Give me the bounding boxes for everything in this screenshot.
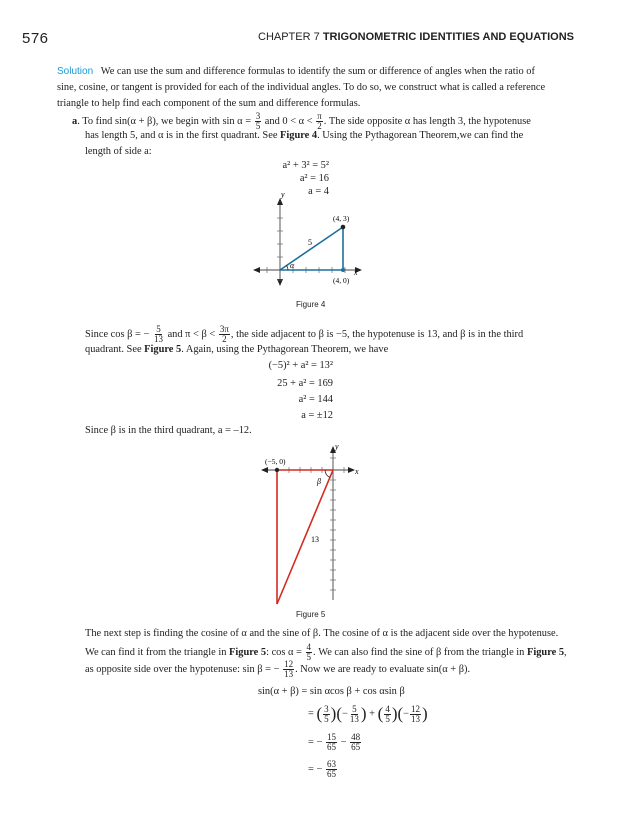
part-b-line-1: Since cos β = − $\frac{5}{13}$ and π < β < $\frac{3\pi}{2}$ , the side adjacent to β is −5, the hypotenuse is 13, and β is in the third xyxy=(85,324,524,344)
figure-5-caption: Figure 5 xyxy=(296,610,326,619)
point-4-0 xyxy=(341,268,345,272)
equation-b-2: 25 + a² = 169 xyxy=(277,378,333,389)
point-4-3 xyxy=(341,225,346,230)
equation-a-2: a² = 16 xyxy=(299,173,329,184)
x-axis-label: x xyxy=(355,467,359,476)
y-arrow-up xyxy=(277,198,283,205)
fraction: $\frac{3\pi}{2}$ xyxy=(219,324,229,344)
intro-line-2: sine, cosine, or tangent is provided for each of the individual angles. To do so, we construct what is called a reference xyxy=(57,82,546,93)
y-axis-label: y xyxy=(281,192,285,199)
page-number: 576 xyxy=(22,30,49,47)
final-equation-line-2: = ( $\frac{3}{5}$ )(− $\frac{5}{13}$ ) + ( $\frac{4}{5}$ )(− $\frac{12}{13}$ ) xyxy=(308,703,428,724)
x-arrow-left xyxy=(261,467,268,473)
final-equation-line-4: = − $\frac{63}{65}$ xyxy=(308,759,336,779)
x-arrow-left xyxy=(253,267,260,273)
point-label-top: (4, 3) xyxy=(333,214,350,223)
fraction: $\frac{3}{5}$ xyxy=(255,111,261,131)
y-axis-label: y xyxy=(335,442,339,451)
figure-5-ref-3: Figure 5 xyxy=(526,646,565,658)
equation-a-3: a = 4 xyxy=(308,186,329,197)
figure-5-ref-2: Figure 5 xyxy=(229,646,267,658)
hypotenuse-label: 5 xyxy=(308,238,312,247)
chapter-header xyxy=(258,31,574,43)
part-a-line-3: length of side a: xyxy=(85,146,152,157)
figure-5-triangle xyxy=(277,470,333,604)
angle-arc-beta xyxy=(325,470,330,477)
x-arrow-right xyxy=(348,467,355,473)
next-line-1: The next step is finding the cosine of α and the sine of β. The cosine of α is the adjacent side over the hypotenuse. xyxy=(85,628,559,639)
next-line-3: as opposite side over the hypotenuse: sin β = − $\frac{12}{13}$ . Now we are ready to evaluate sin(α + β). xyxy=(85,659,471,679)
x-axis-label: x xyxy=(354,268,358,277)
equation-b-3: a² = 144 xyxy=(298,394,333,405)
fraction: $\frac{\pi}{2}$ xyxy=(317,111,322,131)
point-minus5-0 xyxy=(275,468,279,472)
part-a-line-2: has length 5, and α is in the first quadrant. See Figure 4. Using the Pythagorean Theorem,we can find the xyxy=(85,130,524,141)
figure-5-ref: Figure 5 xyxy=(144,344,182,355)
part-b-line-2: quadrant. See Figure 5. Again, using the Pythagorean Theorem, we have xyxy=(85,344,389,355)
chapter-title: TRIGONOMETRIC IDENTITIES AND EQUATIONS xyxy=(322,31,574,43)
alpha-label: α xyxy=(290,261,295,270)
fraction: $\frac{5}{13}$ xyxy=(153,324,163,344)
figure-4-ref: Figure 4 xyxy=(280,130,318,141)
intro-line-1: Solution We can use the sum and difference formulas to identify the sum or difference of angles when the ratio of xyxy=(57,66,535,77)
figure-4-caption: Figure 4 xyxy=(296,300,326,309)
point-label-bottom: (4, 0) xyxy=(333,276,350,285)
solution-label: Solution xyxy=(57,66,94,77)
beta-label: β xyxy=(317,477,321,486)
equation-a-1: a² + 3² = 5² xyxy=(282,160,329,171)
final-equation-line-1: sin(α + β) = sin αcos β + cos αsin β xyxy=(258,686,405,697)
figure-4-graph xyxy=(250,192,380,290)
chapter-prefix: CHAPTER 7 xyxy=(258,31,320,43)
figure-5-graph xyxy=(255,442,375,608)
next-line-2: We can find it from the triangle in Figure 5: cos α = $\frac{4}{5}$ . We can also find the sine of β from the triangle in Figure 5, xyxy=(85,642,567,662)
equation-b-4: a = ±12 xyxy=(301,410,333,421)
part-a-line-1: a. To find sin(α + β), we begin with sin α = $\frac{3}{5}$ and 0 < α < $\frac{\pi}{2}$ . The side opposite α has length 3, the hypotenuse xyxy=(72,111,531,131)
intro-line-3: triangle to help find each component of the sum and difference formulas. xyxy=(57,98,361,109)
fraction: $\frac{12}{13}$ xyxy=(284,659,294,679)
equation-b-1: (−5)² + a² = 13² xyxy=(268,360,333,371)
fraction: $\frac{4}{5}$ xyxy=(306,642,312,662)
point-label: (−5, 0) xyxy=(265,457,286,466)
final-equation-line-3: = − $\frac{15}{65}$ − $\frac{48}{65}$ xyxy=(308,732,361,752)
part-b-conclusion: Since β is in the third quadrant, a = –12. xyxy=(85,425,252,436)
hypotenuse-label: 13 xyxy=(311,535,319,544)
